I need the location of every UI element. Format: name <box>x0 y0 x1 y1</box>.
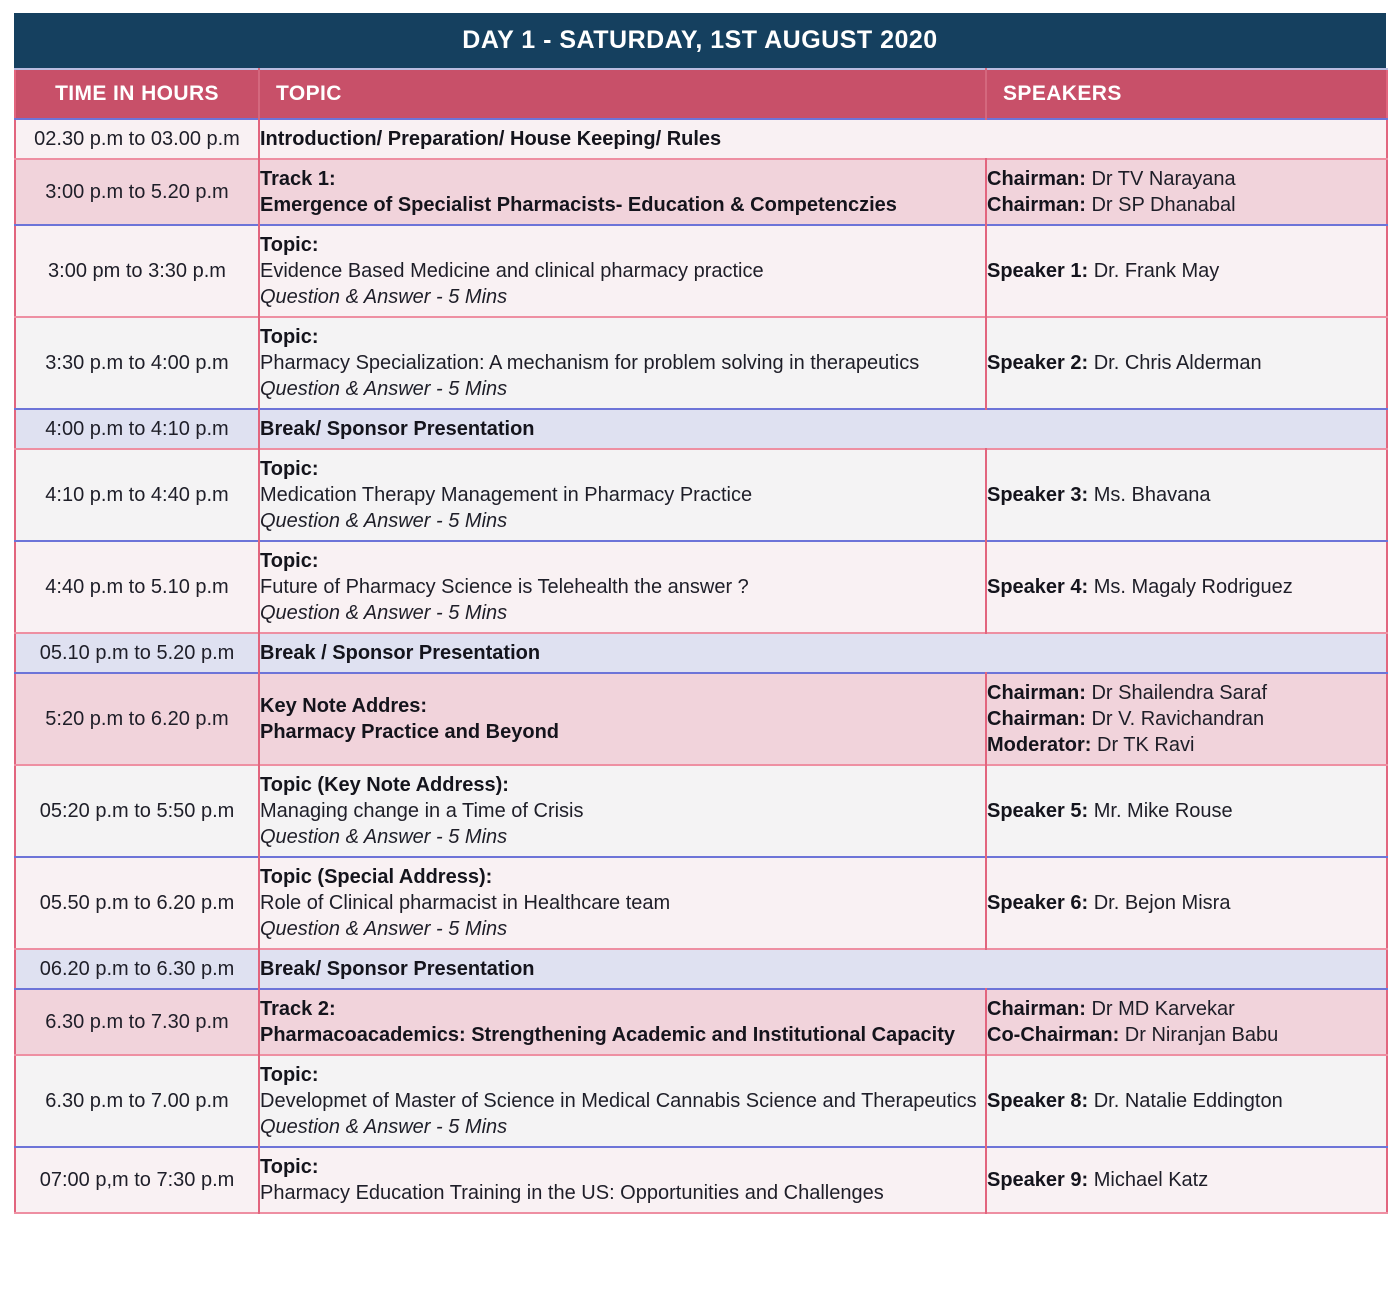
time-cell: 5:20 p.m to 6.20 p.m <box>15 673 259 765</box>
speaker-line <box>987 192 1386 218</box>
topic-cell <box>259 225 986 317</box>
time-cell: 3:00 pm to 3:30 p.m <box>15 225 259 317</box>
speaker-line <box>987 482 1386 508</box>
speaker-role-label: Chairman: <box>987 194 1086 216</box>
table-row <box>15 1147 1387 1213</box>
topic-line: Future of Pharmacy Science is Telehealth the answer ? <box>260 576 749 598</box>
speaker-role-label: Chairman: <box>987 168 1086 190</box>
table-row <box>15 857 1387 949</box>
topic-cell <box>259 633 1387 673</box>
topic-line: Topic: <box>260 234 319 256</box>
topic-line: Evidence Based Medicine and clinical pharmacy practice <box>260 260 764 282</box>
table-row <box>15 633 1387 673</box>
speaker-line <box>987 258 1386 284</box>
time-cell: 05.50 p.m to 6.20 p.m <box>15 857 259 949</box>
speaker-role-label: Chairman: <box>987 708 1086 730</box>
speaker-role-label: Speaker 5: <box>987 800 1089 822</box>
topic-line: Track 2: <box>260 998 336 1020</box>
speaker-line <box>987 574 1386 600</box>
time-cell: 05.10 p.m to 5.20 p.m <box>15 633 259 673</box>
speaker-name: Mr. Mike Rouse <box>1088 800 1233 822</box>
topic-cell <box>259 1147 986 1213</box>
speaker-line <box>987 1167 1386 1193</box>
speaker-role-label: Speaker 4: <box>987 576 1089 598</box>
speakers-cell <box>986 1055 1387 1147</box>
speaker-role-label: Speaker 9: <box>987 1169 1089 1191</box>
column-header-time: TIME IN HOURS <box>15 69 259 119</box>
topic-line: Track 1: <box>260 168 336 190</box>
topic-line: Break / Sponsor Presentation <box>260 642 541 664</box>
topic-line: Role of Clinical pharmacist in Healthcare team <box>260 892 671 914</box>
topic-cell <box>259 1055 986 1147</box>
speaker-line <box>987 732 1386 758</box>
topic-line: Developmet of Master of Science in Medical Cannabis Science and Therapeutics <box>260 1090 977 1112</box>
column-header-speakers: SPEAKERS <box>1003 82 1122 105</box>
topic-line: Question & Answer - 5 Mins <box>260 826 508 848</box>
topic-cell <box>259 541 986 633</box>
speakers-cell <box>986 1147 1387 1213</box>
speakers-cell <box>986 159 1387 225</box>
topic-line: Topic: <box>260 550 319 572</box>
speaker-name: Dr Shailendra Saraf <box>1085 682 1268 704</box>
speaker-role-label: Speaker 2: <box>987 352 1089 374</box>
table-row <box>15 159 1387 225</box>
topic-line: Topic (Special Address): <box>260 866 493 888</box>
schedule-sheet <box>14 13 1386 1214</box>
topic-line: Question & Answer - 5 Mins <box>260 918 508 940</box>
topic-cell <box>259 673 986 765</box>
topic-line: Key Note Addres: <box>260 695 428 717</box>
speakers-cell <box>986 989 1387 1055</box>
topic-cell <box>259 409 1387 449</box>
table-row <box>15 317 1387 409</box>
topic-line: Pharmacy Practice and Beyond <box>260 721 560 743</box>
time-cell: 4:10 p.m to 4:40 p.m <box>15 449 259 541</box>
time-cell: 02.30 p.m to 03.00 p.m <box>15 119 259 159</box>
time-cell: 4:40 p.m to 5.10 p.m <box>15 541 259 633</box>
speaker-line <box>987 1022 1386 1048</box>
column-header-row <box>15 69 1387 119</box>
topic-cell <box>259 989 986 1055</box>
speaker-name: Michael Katz <box>1088 1169 1209 1191</box>
topic-cell <box>259 317 986 409</box>
table-row <box>15 1055 1387 1147</box>
topic-line: Break/ Sponsor Presentation <box>260 418 535 440</box>
table-row <box>15 989 1387 1055</box>
topic-line: Question & Answer - 5 Mins <box>260 602 508 624</box>
topic-line: Managing change in a Time of Crisis <box>260 800 584 822</box>
topic-line: Break/ Sponsor Presentation <box>260 958 535 980</box>
speaker-name: Dr TK Ravi <box>1091 734 1195 756</box>
table-row <box>15 119 1387 159</box>
speaker-role-label: Chairman: <box>987 998 1086 1020</box>
speaker-role-label: Speaker 3: <box>987 484 1089 506</box>
schedule-table <box>14 68 1388 1214</box>
time-cell: 6.30 p.m to 7.00 p.m <box>15 1055 259 1147</box>
topic-line: Question & Answer - 5 Mins <box>260 378 508 400</box>
speaker-role-label: Co-Chairman: <box>987 1024 1120 1046</box>
speaker-line <box>987 996 1386 1022</box>
topic-line: Pharmacy Specialization: A mechanism for problem solving in therapeutics <box>260 352 920 374</box>
speaker-name: Ms. Bhavana <box>1088 484 1211 506</box>
topic-line: Question & Answer - 5 Mins <box>260 286 508 308</box>
speaker-line <box>987 350 1386 376</box>
table-row <box>15 409 1387 449</box>
time-cell: 3:00 p.m to 5.20 p.m <box>15 159 259 225</box>
topic-line: Emergence of Specialist Pharmacists- Education & Competenczies <box>260 194 897 216</box>
speakers-cell <box>986 449 1387 541</box>
speakers-cell <box>986 673 1387 765</box>
topic-cell <box>259 159 986 225</box>
speaker-name: Dr SP Dhanabal <box>1085 194 1236 216</box>
time-cell: 06.20 p.m to 6.30 p.m <box>15 949 259 989</box>
table-row <box>15 949 1387 989</box>
speaker-name: Dr. Bejon Misra <box>1088 892 1231 914</box>
speaker-name: Dr. Natalie Eddington <box>1088 1090 1283 1112</box>
speaker-role-label: Speaker 6: <box>987 892 1089 914</box>
topic-cell <box>259 857 986 949</box>
speaker-role-label: Moderator: <box>987 734 1092 756</box>
speaker-line <box>987 1088 1386 1114</box>
speaker-line <box>987 166 1386 192</box>
speakers-cell <box>986 317 1387 409</box>
table-row <box>15 541 1387 633</box>
column-header-topic: TOPIC <box>259 69 986 119</box>
speaker-line <box>987 680 1386 706</box>
time-cell: 6.30 p.m to 7.30 p.m <box>15 989 259 1055</box>
topic-line: Topic: <box>260 1064 319 1086</box>
day-title: DAY 1 - SATURDAY, 1ST AUGUST 2020 <box>462 26 938 54</box>
speaker-name: Dr. Frank May <box>1088 260 1220 282</box>
speaker-name: Dr V. Ravichandran <box>1085 708 1265 730</box>
speaker-name: Dr MD Karvekar <box>1085 998 1235 1020</box>
topic-line: Question & Answer - 5 Mins <box>260 510 508 532</box>
topic-cell <box>259 949 1387 989</box>
topic-cell <box>259 765 986 857</box>
topic-line: Topic: <box>260 326 319 348</box>
topic-line: Pharmacoacademics: Strengthening Academic and Institutional Capacity <box>260 1024 955 1046</box>
speaker-line <box>987 798 1386 824</box>
topic-line: Question & Answer - 5 Mins <box>260 1116 508 1138</box>
schedule-body <box>15 119 1387 1213</box>
topic-line: Pharmacy Education Training in the US: Opportunities and Challenges <box>260 1182 884 1204</box>
speakers-cell <box>986 225 1387 317</box>
speakers-cell <box>986 541 1387 633</box>
time-cell: 3:30 p.m to 4:00 p.m <box>15 317 259 409</box>
topic-cell <box>259 449 986 541</box>
time-cell: 05:20 p.m to 5:50 p.m <box>15 765 259 857</box>
topic-cell <box>259 119 1387 159</box>
table-row <box>15 765 1387 857</box>
speaker-name: Dr. Chris Alderman <box>1088 352 1262 374</box>
topic-line: Topic (Key Note Address): <box>260 774 509 796</box>
speaker-role-label: Chairman: <box>987 682 1086 704</box>
speaker-name: Dr Niranjan Babu <box>1119 1024 1279 1046</box>
topic-line: Medication Therapy Management in Pharmacy Practice <box>260 484 753 506</box>
time-cell: 07:00 p,m to 7:30 p.m <box>15 1147 259 1213</box>
time-cell: 4:00 p.m to 4:10 p.m <box>15 409 259 449</box>
speaker-name: Ms. Magaly Rodriguez <box>1088 576 1293 598</box>
table-row <box>15 225 1387 317</box>
speakers-cell <box>986 857 1387 949</box>
topic-line: Topic: <box>260 1156 319 1178</box>
speaker-role-label: Speaker 1: <box>987 260 1089 282</box>
speaker-line <box>987 706 1386 732</box>
speakers-cell <box>986 765 1387 857</box>
speaker-name: Dr TV Narayana <box>1085 168 1236 190</box>
topic-line: Introduction/ Preparation/ House Keeping/ Rules <box>260 128 722 150</box>
table-row <box>15 449 1387 541</box>
day-title-bar <box>14 13 1386 68</box>
speaker-role-label: Speaker 8: <box>987 1090 1089 1112</box>
table-row <box>15 673 1387 765</box>
speaker-line <box>987 890 1386 916</box>
topic-line: Topic: <box>260 458 319 480</box>
